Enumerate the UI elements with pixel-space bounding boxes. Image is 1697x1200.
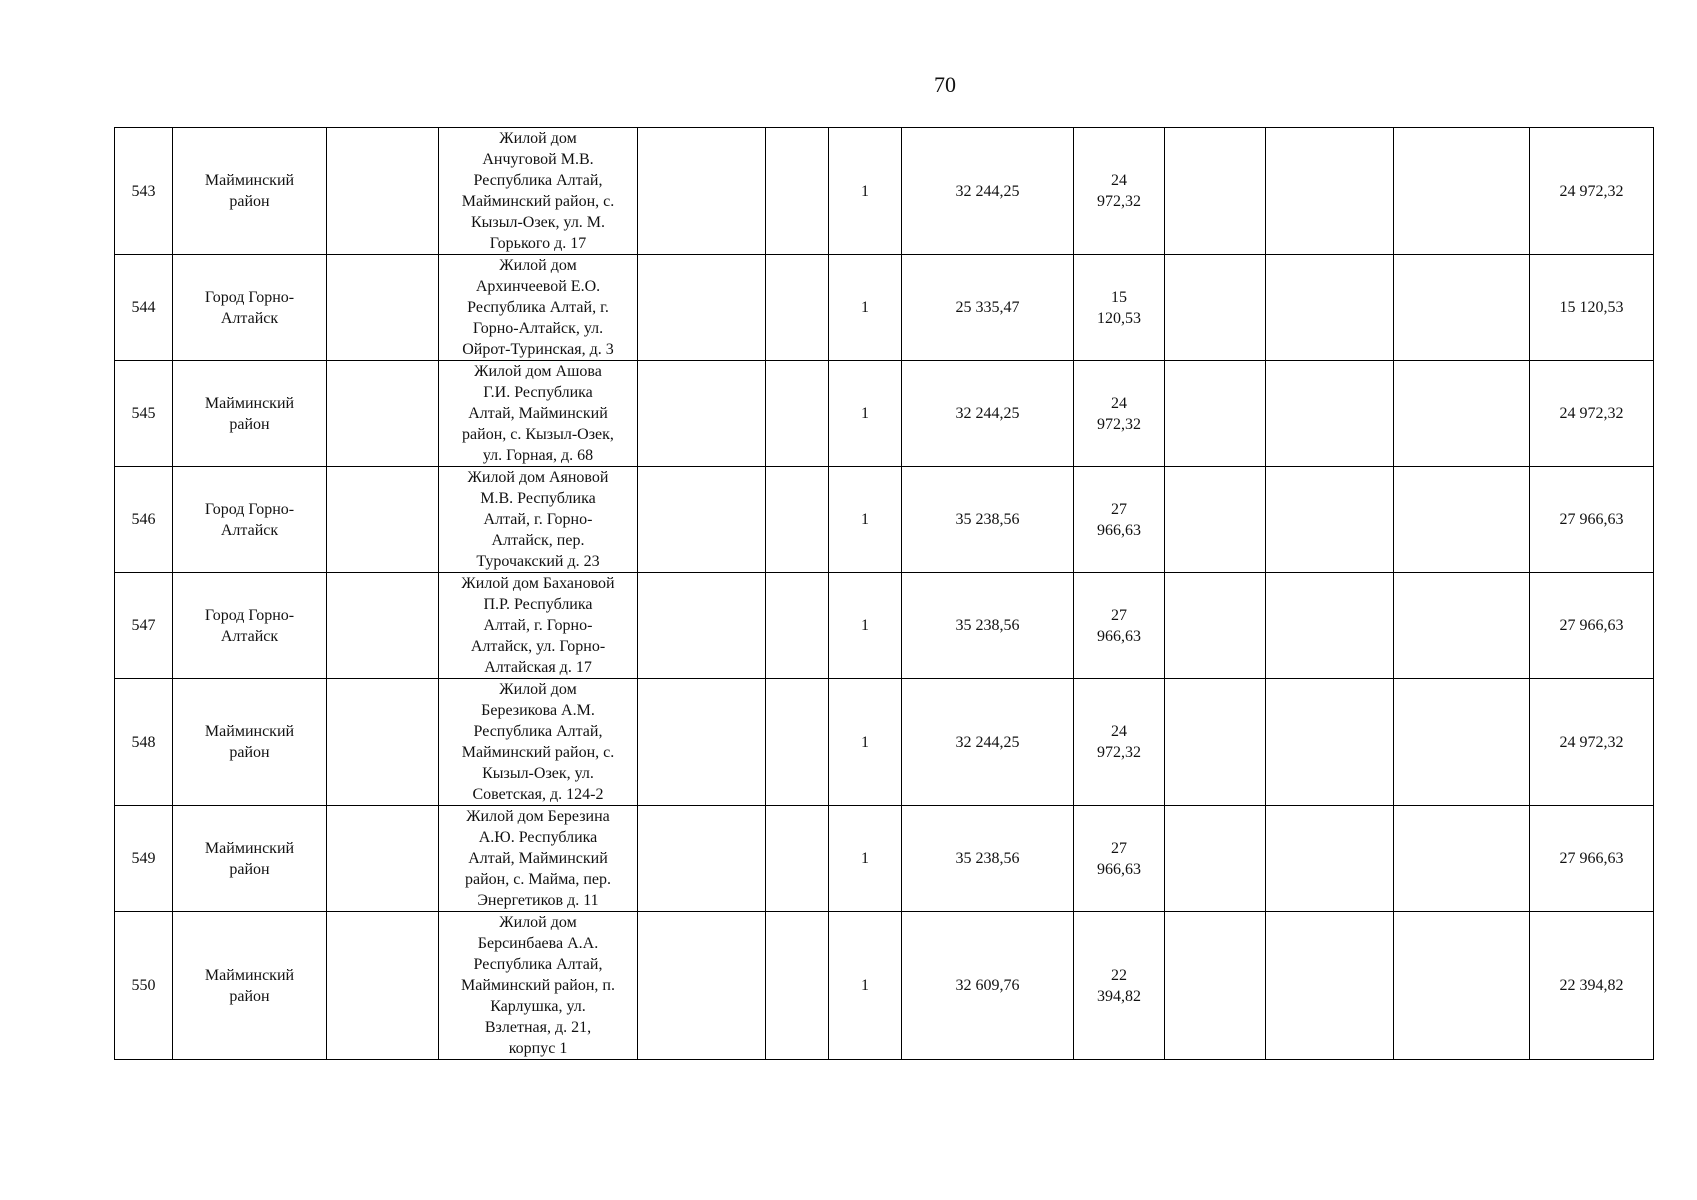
table-row xyxy=(115,806,1654,912)
empty-cell xyxy=(1394,679,1530,806)
quantity-cell: 1 xyxy=(829,679,902,806)
address-line: Алтай, Майминский xyxy=(468,405,608,422)
empty-cell xyxy=(766,679,829,806)
amount-cell xyxy=(1074,806,1165,912)
empty-cell xyxy=(1394,912,1530,1060)
empty-cell xyxy=(638,467,766,573)
address-line: Алтай, Майминский xyxy=(468,850,608,867)
cost-cell: 25 335,47 xyxy=(902,255,1074,361)
cost-cell: 32 244,25 xyxy=(902,361,1074,467)
empty-cell xyxy=(1266,467,1394,573)
empty-cell xyxy=(1394,573,1530,679)
empty-cell xyxy=(1266,806,1394,912)
amount-cell xyxy=(1074,467,1165,573)
address-cell xyxy=(439,806,638,912)
address-line: Советская, д. 124-2 xyxy=(472,786,604,803)
empty-cell xyxy=(1266,912,1394,1060)
district-line: Майминский xyxy=(204,839,295,857)
address-line: Архинчеевой Е.О. xyxy=(475,278,601,295)
address-line: Турочакский д. 23 xyxy=(476,553,600,570)
quantity-cell: 1 xyxy=(829,255,902,361)
address-line: Майминский район, с. xyxy=(461,193,615,210)
quantity-cell: 1 xyxy=(829,467,902,573)
address-cell xyxy=(439,467,638,573)
district-cell xyxy=(173,255,327,361)
address-line: Республика Алтай, г. xyxy=(467,299,609,316)
amount-cell xyxy=(1074,128,1165,255)
empty-cell xyxy=(766,467,829,573)
empty-cell xyxy=(766,573,829,679)
empty-cell xyxy=(1394,806,1530,912)
amount-line: 22 xyxy=(1111,966,1127,984)
amount-line: 27 xyxy=(1111,839,1127,857)
cost-cell: 35 238,56 xyxy=(902,573,1074,679)
address-line: Алтай, г. Горно- xyxy=(483,511,593,528)
address-line: Жилой дом Бахановой xyxy=(461,575,615,592)
address-line: Республика Алтай, xyxy=(473,723,603,740)
quantity-cell: 1 xyxy=(829,806,902,912)
empty-cell xyxy=(327,912,439,1060)
row-number: 548 xyxy=(115,679,173,806)
district-line: Город Горно- xyxy=(204,288,295,306)
address-line: Жилой дом xyxy=(499,130,577,147)
empty-cell xyxy=(1394,255,1530,361)
address-line: район, с. Майма, пер. xyxy=(465,871,611,888)
cost-cell: 32 244,25 xyxy=(902,679,1074,806)
amount-cell xyxy=(1074,573,1165,679)
empty-cell xyxy=(638,128,766,255)
total-cell: 24 972,32 xyxy=(1530,679,1654,806)
cost-cell: 35 238,56 xyxy=(902,806,1074,912)
total-cell: 24 972,32 xyxy=(1530,128,1654,255)
address-line: Кызыл-Озек, ул. xyxy=(482,765,594,782)
address-line: П.Р. Республика xyxy=(483,596,593,613)
empty-cell xyxy=(638,573,766,679)
address-cell xyxy=(439,128,638,255)
district-cell xyxy=(173,361,327,467)
district-line: Майминский xyxy=(204,966,295,984)
address-cell xyxy=(439,255,638,361)
empty-cell xyxy=(1266,255,1394,361)
amount-line: 966,63 xyxy=(1097,521,1141,539)
empty-cell xyxy=(638,912,766,1060)
district-line: Город Горно- xyxy=(204,500,295,518)
row-number: 550 xyxy=(115,912,173,1060)
cost-cell: 35 238,56 xyxy=(902,467,1074,573)
table-row xyxy=(115,467,1654,573)
empty-cell xyxy=(327,806,439,912)
row-number: 543 xyxy=(115,128,173,255)
address-line: Г.И. Республика xyxy=(483,384,593,401)
empty-cell xyxy=(1394,467,1530,573)
amount-line: 972,32 xyxy=(1097,415,1141,433)
district-line: район xyxy=(229,860,270,878)
empty-cell xyxy=(1165,467,1266,573)
address-cell xyxy=(439,361,638,467)
empty-cell xyxy=(327,679,439,806)
amount-line: 120,53 xyxy=(1097,309,1141,327)
amount-line: 394,82 xyxy=(1097,987,1141,1005)
amount-line: 24 xyxy=(1111,394,1127,412)
row-number: 545 xyxy=(115,361,173,467)
district-line: район xyxy=(229,193,270,210)
empty-cell xyxy=(766,912,829,1060)
total-cell: 22 394,82 xyxy=(1530,912,1654,1060)
table-row xyxy=(115,912,1654,1060)
amount-line: 972,32 xyxy=(1097,744,1141,761)
empty-cell xyxy=(766,806,829,912)
address-line: Жилой дом Аяновой xyxy=(467,469,609,486)
register-table xyxy=(114,127,1654,1060)
address-cell xyxy=(439,912,638,1060)
amount-line: 27 xyxy=(1111,500,1127,518)
quantity-cell: 1 xyxy=(829,361,902,467)
table-row xyxy=(115,361,1654,467)
total-cell: 27 966,63 xyxy=(1530,573,1654,679)
address-line: Алтайская д. 17 xyxy=(484,659,592,676)
empty-cell xyxy=(638,255,766,361)
district-line: район xyxy=(229,987,270,1005)
address-line: Взлетная, д. 21, xyxy=(484,1019,592,1036)
row-number: 544 xyxy=(115,255,173,361)
cost-cell: 32 244,25 xyxy=(902,128,1074,255)
address-line: Республика Алтай, xyxy=(473,956,603,973)
address-line: Майминский район, с. xyxy=(461,744,615,761)
table-row xyxy=(115,573,1654,679)
row-number: 549 xyxy=(115,806,173,912)
address-line: Жилой дом xyxy=(499,681,577,698)
empty-cell xyxy=(1165,806,1266,912)
total-cell: 27 966,63 xyxy=(1530,467,1654,573)
address-line: Анчуговой М.В. xyxy=(482,151,594,168)
amount-cell xyxy=(1074,912,1165,1060)
amount-line: 966,63 xyxy=(1097,627,1141,645)
address-line: Алтайск, ул. Горно- xyxy=(470,638,606,655)
district-line: район xyxy=(229,415,270,433)
address-line: Жилой дом Ашова xyxy=(474,363,602,380)
table-row xyxy=(115,128,1654,255)
row-number: 547 xyxy=(115,573,173,679)
address-line: Майминский район, п. xyxy=(461,977,615,994)
empty-cell xyxy=(1266,128,1394,255)
quantity-cell: 1 xyxy=(829,573,902,679)
district-cell xyxy=(173,128,327,255)
address-line: Жилой дом xyxy=(499,257,577,274)
amount-line: 966,63 xyxy=(1097,860,1141,878)
address-line: район, с. Кызыл-Озек, xyxy=(462,426,614,443)
quantity-cell: 1 xyxy=(829,912,902,1060)
address-line: Жилой дом xyxy=(499,914,577,931)
district-cell xyxy=(173,467,327,573)
empty-cell xyxy=(638,806,766,912)
empty-cell xyxy=(766,128,829,255)
empty-cell xyxy=(1165,679,1266,806)
district-line: Алтайск xyxy=(220,309,279,327)
empty-cell xyxy=(1266,361,1394,467)
district-cell xyxy=(173,573,327,679)
empty-cell xyxy=(327,573,439,679)
table-row xyxy=(115,679,1654,806)
amount-line: 27 xyxy=(1111,606,1127,624)
empty-cell xyxy=(1165,912,1266,1060)
address-line: Кызыл-Озек, ул. М. xyxy=(470,214,606,231)
empty-cell xyxy=(1394,128,1530,255)
amount-line: 972,32 xyxy=(1097,193,1141,210)
empty-cell xyxy=(766,361,829,467)
empty-cell xyxy=(638,361,766,467)
address-line: Горно-Алтайск, ул. xyxy=(472,320,604,337)
district-line: Алтайск xyxy=(220,521,279,539)
district-line: Майминский xyxy=(204,723,295,740)
empty-cell xyxy=(327,255,439,361)
district-line: Город Горно- xyxy=(204,606,295,624)
row-number: 546 xyxy=(115,467,173,573)
district-cell xyxy=(173,806,327,912)
address-line: Березикова А.М. xyxy=(481,702,595,719)
address-line: Алтай, г. Горно- xyxy=(483,617,593,634)
total-cell: 27 966,63 xyxy=(1530,806,1654,912)
total-cell: 15 120,53 xyxy=(1530,255,1654,361)
empty-cell xyxy=(1266,679,1394,806)
empty-cell xyxy=(766,255,829,361)
empty-cell xyxy=(638,679,766,806)
district-cell xyxy=(173,912,327,1060)
amount-line: 24 xyxy=(1111,172,1127,189)
empty-cell xyxy=(1165,573,1266,679)
address-line: Карлушка, ул. xyxy=(490,998,586,1015)
district-line: Алтайск xyxy=(220,627,279,645)
address-line: Алтайск, пер. xyxy=(491,532,585,549)
district-line: Майминский xyxy=(204,394,295,412)
address-line: А.Ю. Республика xyxy=(478,829,598,846)
address-cell xyxy=(439,679,638,806)
amount-cell xyxy=(1074,679,1165,806)
total-cell: 24 972,32 xyxy=(1530,361,1654,467)
empty-cell xyxy=(327,467,439,573)
address-line: Ойрот-Туринская, д. 3 xyxy=(462,341,614,358)
empty-cell xyxy=(327,361,439,467)
empty-cell xyxy=(1394,361,1530,467)
district-line: район xyxy=(229,744,270,761)
address-cell xyxy=(439,573,638,679)
quantity-cell: 1 xyxy=(829,128,902,255)
address-line: Берсинбаева А.А. xyxy=(477,935,599,952)
amount-line: 15 xyxy=(1111,288,1127,306)
table-row xyxy=(115,255,1654,361)
empty-cell xyxy=(1266,573,1394,679)
amount-line: 24 xyxy=(1111,723,1127,740)
empty-cell xyxy=(1165,361,1266,467)
district-cell xyxy=(173,679,327,806)
empty-cell xyxy=(327,128,439,255)
address-line: Энергетиков д. 11 xyxy=(477,892,599,909)
address-line: корпус 1 xyxy=(508,1040,568,1057)
amount-cell xyxy=(1074,255,1165,361)
address-line: Республика Алтай, xyxy=(473,172,603,189)
address-line: ул. Горная, д. 68 xyxy=(482,447,594,464)
district-line: Майминский xyxy=(204,172,295,189)
address-line: Горького д. 17 xyxy=(489,235,587,252)
amount-cell xyxy=(1074,361,1165,467)
cost-cell: 32 609,76 xyxy=(902,912,1074,1060)
address-line: Жилой дом Березина xyxy=(466,808,610,825)
empty-cell xyxy=(1165,255,1266,361)
page-number: 70 xyxy=(934,72,956,97)
address-line: М.В. Республика xyxy=(480,490,596,507)
empty-cell xyxy=(1165,128,1266,255)
